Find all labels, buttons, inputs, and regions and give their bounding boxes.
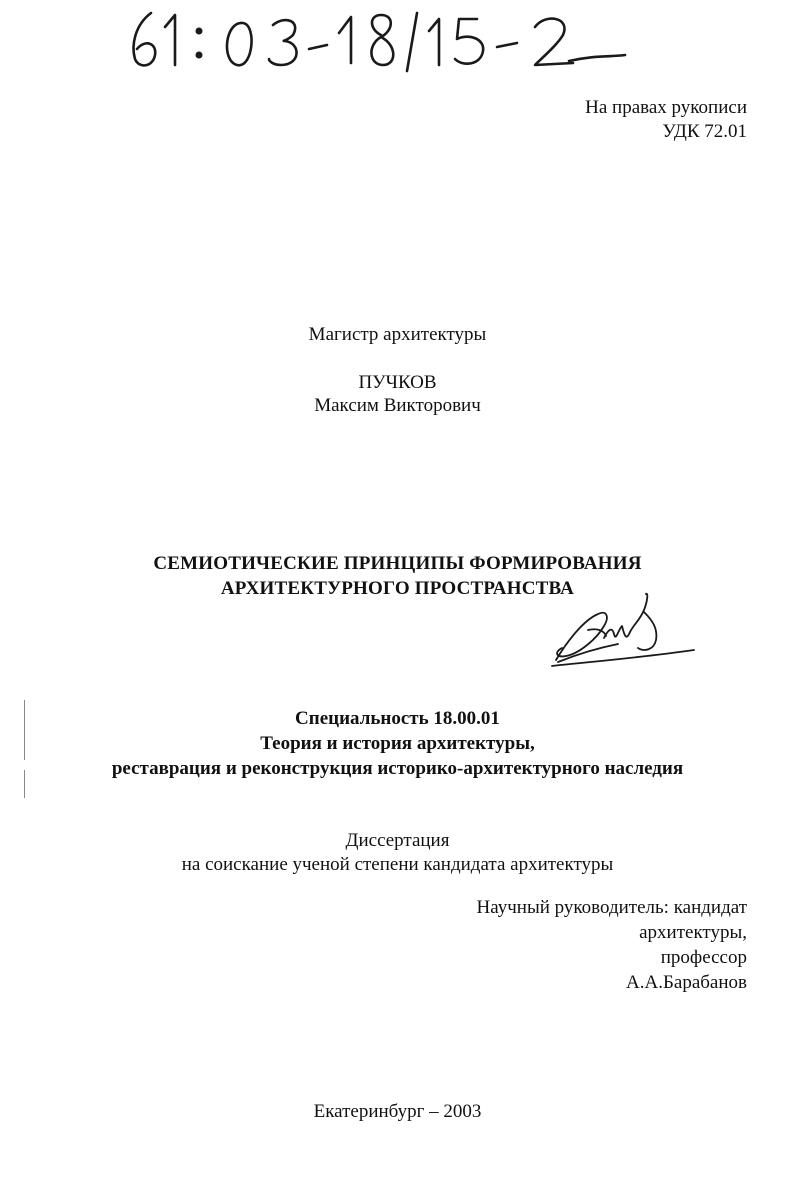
dissertation-line-1: Диссертация xyxy=(345,830,450,851)
city-year: Екатеринбург – 2003 xyxy=(313,1101,482,1122)
dissertation-line-2: на соискание ученой степени кандидата архитектуры xyxy=(181,854,614,875)
title-line-2: АРХИТЕКТУРНОГО ПРОСТРАНСТВА xyxy=(220,578,575,599)
udc-code: УДК 72.01 xyxy=(662,121,747,142)
author-name: Максим Викторович xyxy=(314,395,481,416)
rights-block xyxy=(585,96,747,144)
advisor-block xyxy=(477,895,747,995)
scan-mark xyxy=(24,700,25,760)
author-signature xyxy=(548,590,698,670)
specialty-code: Специальность 18.00.01 xyxy=(295,708,500,729)
scan-mark xyxy=(24,770,25,798)
specialty-line-1: Теория и история архитектуры, xyxy=(260,733,535,754)
advisor-line-1: Научный руководитель: кандидат xyxy=(476,897,747,918)
specialty-line-2: реставрация и реконструкция историко-архитектурного наследия xyxy=(111,758,684,779)
title-line-1: СЕМИОТИЧЕСКИЕ ПРИНЦИПЫ ФОРМИРОВАНИЯ xyxy=(153,553,642,574)
author-degree: Магистр архитектуры xyxy=(308,324,487,345)
advisor-line-4: А.А.Барабанов xyxy=(626,972,747,993)
advisor-line-2: архитектуры, xyxy=(639,922,747,943)
specialty-block xyxy=(0,706,795,781)
rights-notice: На правах рукописи xyxy=(585,97,747,118)
dissertation-type xyxy=(0,829,795,877)
advisor-line-3: профессор xyxy=(660,947,747,968)
handwritten-archive-code xyxy=(125,5,645,75)
author-surname: ПУЧКОВ xyxy=(358,372,437,393)
